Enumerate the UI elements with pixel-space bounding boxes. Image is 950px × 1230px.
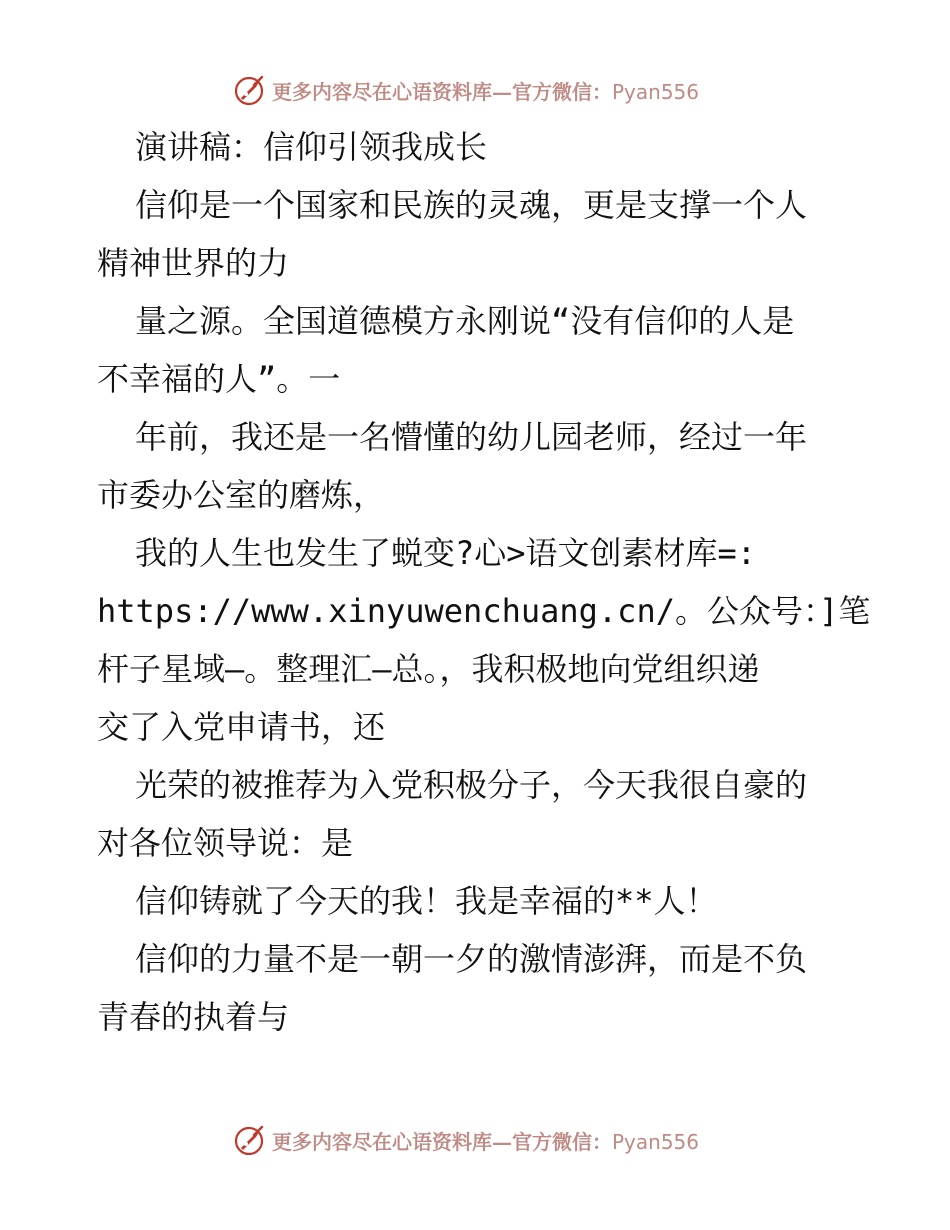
text-line: 量之源。全国道德模方永刚说“没有信仰的人是 [135,302,795,340]
text-line: 不幸福的人”。一 [97,360,341,398]
text-line: 光荣的被推荐为入党积极分子，今天我很自豪的 [135,766,808,804]
wechat-account: Pyan556 [612,1129,700,1154]
text-line: 对各位领导说：是 [97,824,354,862]
seal-pen-icon [234,1123,268,1157]
speech-body [97,118,871,1046]
text-line: 我的人生也发生了蜕变?心>语文创素材库=: [135,534,757,572]
wechat-account: Pyan556 [612,79,700,104]
speech-title: 演讲稿：信仰引领我成长 [135,128,488,166]
text-line: 信仰是一个国家和民族的灵魂，更是支撑一个人 [135,186,808,224]
banner-text: 更多内容尽在心语资料库—官方微信：Pyan556 [272,1129,700,1154]
text-line: 精神世界的力 [97,244,290,282]
text-line: 杆子星域—。整理汇—总。，我积极地向党组织递 [97,650,760,688]
seal-pen-icon [234,73,268,107]
text-line-url: https://www.xinyuwenchuang.cn/。公众号：]笔 [97,592,871,630]
text-line: 信仰铸就了今天的我！我是幸福的**人！ [135,882,718,920]
header-banner [234,72,699,108]
footer-banner [234,1122,699,1158]
text-line: 信仰的力量不是一朝一夕的激情澎湃，而是不负 [135,940,808,978]
text-line: 市委办公室的磨炼， [97,476,386,514]
banner-text: 更多内容尽在心语资料库—官方微信：Pyan556 [272,79,700,104]
text-line: 交了入党申请书，还 [97,708,386,746]
text-line: 年前，我还是一名懵懂的幼儿园老师，经过一年 [135,418,808,456]
text-line: 青春的执着与 [97,998,290,1036]
